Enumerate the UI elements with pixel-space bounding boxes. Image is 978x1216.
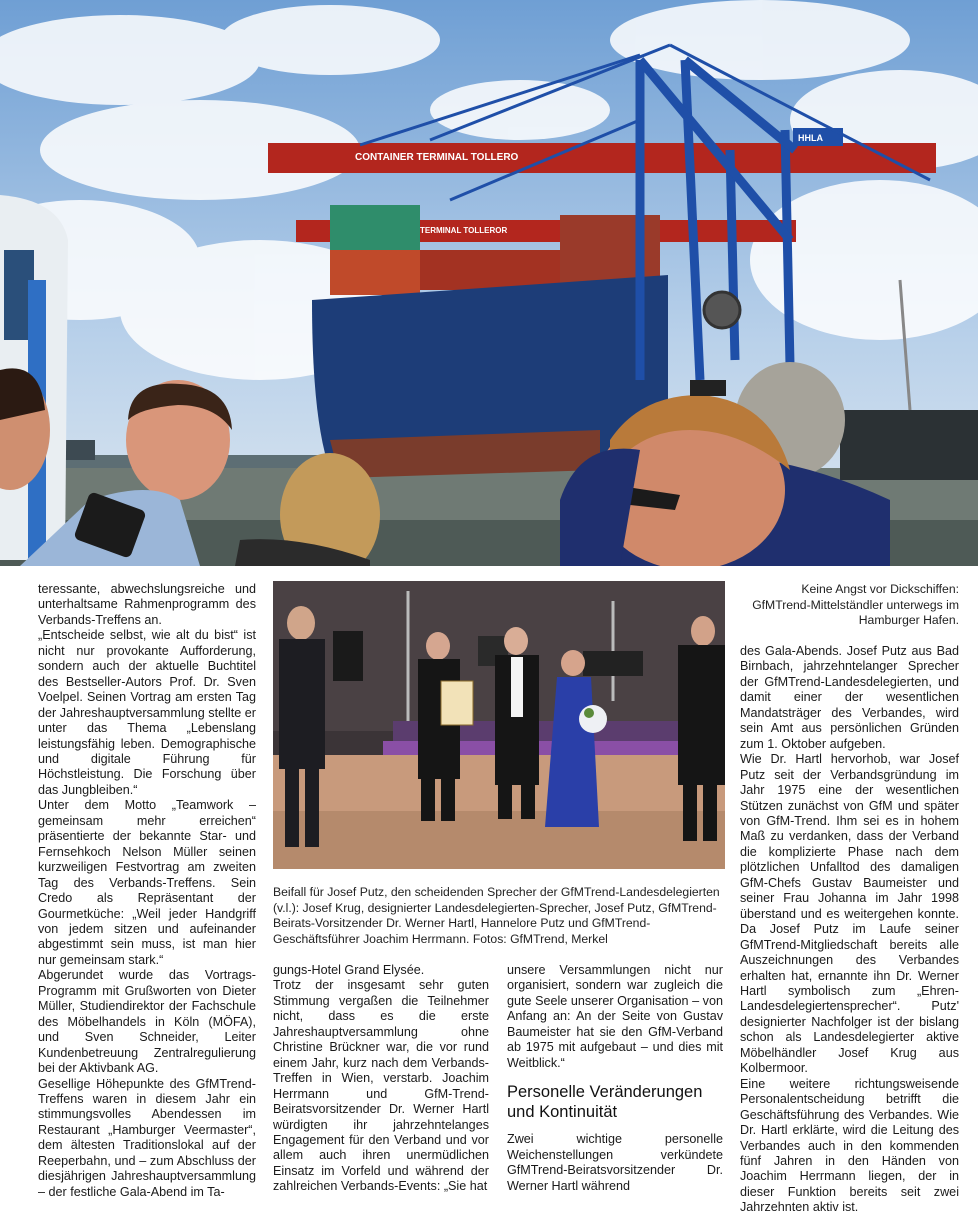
ship-sign: TERMINAL TOLLEROR xyxy=(420,226,508,235)
crane-logo: HHLA xyxy=(798,133,823,143)
paragraph: Unter dem Motto „Teamwork – gemeinsam mehr erreichen“ präsentierte der bekannte Star- und Fernsehkoch Nelson Müller seinen kurzweiligen Festvortrag am zweiten Tag des Verbands-Treffens. Sein Credo als Repräsentant der Gourmetküche: „Weil jeder Handgriff von jedem sitzen und aufeinander abgestimmt sein muss, ist man hier nur gemeinsam stark.“ xyxy=(38,798,256,967)
article-column-1 xyxy=(38,582,256,1200)
section-heading: Personelle Veränderungen und Kontinuität xyxy=(507,1083,703,1121)
paragraph: unsere Versammlungen nicht nur organisiert, sondern war zugleich die gute Seele unserer Organisation – von Anfang an: An der Seite von Gustav Baumeister hat sie den GfM-Verband ab 1975 mit aufgebaut – und dies mit Weitblick.“ xyxy=(507,963,723,1070)
paragraph: Trotz der insgesamt sehr guten Stimmung vergaßen die Teilnehmer nicht, dass es die erste Jahreshauptversammlung ohne Christine Brückner war, die vor rund einem Jahr, kurz nach dem Verbands-Treffen in Wien, verstarb. Joachim Herrmann und GfM-Trend-Beiratsvorsitzender Dr. Werner Hartl würdigten ihr jahrzehntelanges Engagement für den Verband und vor allem auch ihren unermüdlichen Einsatz im Vorfeld und während der zahlreichen Verbands-Events: „Sie hat xyxy=(273,978,489,1194)
paragraph: des Gala-Abends. Josef Putz aus Bad Birnbach, jahrzehntelanger Sprecher der GfMTrend-Landesdelegierten, und damit einer der wesentlichen Mandatsträger des Verbandes, wird sein Amt aus persönlichen Gründen zum 1. Oktober aufgeben. xyxy=(740,644,959,751)
article-column-3 xyxy=(507,963,723,1194)
gala-photo xyxy=(273,581,725,869)
harbour-photo xyxy=(0,0,978,566)
paragraph: gungs-Hotel Grand Elysée. xyxy=(273,963,425,977)
paragraph: Zwei wichtige personelle Weichenstellungen verkündete GfMTrend-Beiratsvorsitzender Dr. Werner Hartl während xyxy=(507,1132,723,1193)
photo-caption-gala: Beifall für Josef Putz, den scheidenden Sprecher der GfMTrend-Landesdelegierten (v.l.): Josef Krug, designierter Landesdelegierten-Sprecher, Josef Putz, GfMTrend-Beirats-Vorsitzender Dr. Werner Hartl, Hannelore Putz und GfMTrend-Geschäftsführer Joachim Herrmann. Fotos: GfMTrend, Merkel xyxy=(273,885,720,946)
photo-caption-harbour: Keine Angst vor Dickschiffen: GfMTrend-Mittelständler unterwegs im Hamburger Hafen. xyxy=(752,582,959,627)
crane-sign: CONTAINER TERMINAL TOLLERO xyxy=(355,152,519,163)
paragraph: Wie Dr. Hartl hervorhob, war Josef Putz seit der Verbandsgründung im Jahr 1975 eine der wesentlichen Stützen zunächst von GfM und später von GfM-Trend. Ihm sei es in hohem Maß zu verdanken, dass der Verband die komplizierte Phase nach dem plötzlichen Unfalltod des damaligen GfM-Chefs Gustav Baumeister und seiner Frau Johanna im Jahr 1998 überstand und es weitergehen konnte. Da Josef Putz im Laufe seiner GfMTrend-Mitgliedschaft bereits alle Auszeichnungen des Verbandes erhalten hat, ernannte ihn Dr. Werner Hartl symbolisch zum „Ehren-Landesdelegiertensprecher“. Putz' designierter Nachfolger ist der bislang schon als Landesdelegierter aktive Möbelhändler Josef Krug aus Kolbermoor. xyxy=(740,752,959,1076)
paragraph: Eine weitere richtungsweisende Personalentscheidung betrifft die Geschäftsführung des Verbandes. Wie Dr. Hartl erklärte, wird die Leitung des Verbandes auch in den kommenden fünf Jahren in den Händen von Joachim Herrmann liegen, der in dieser Funktion bereits seit zwei Jahrzehnten aktiv ist. xyxy=(740,1076,959,1215)
paragraph: Gesellige Höhepunkte des GfMTrend-Treffens waren in diesem Jahr ein stimmungsvolles Abendessen im Restaurant „Hamburger Veermaster“, dem ältesten Traditionslokal auf der Reeperbahn, und – zum Abschluss der diesjährigen Jahreshauptversammlung – der festliche Gala-Abend im Ta- xyxy=(38,1076,256,1199)
paragraph: „Entscheide selbst, wie alt du bist“ ist nicht nur provokante Aufforderung, sondern auch der aktuelle Buchtitel des Bestseller-Autors Prof. Dr. Sven Voelpel. Seinen Vortrag am ersten Tag der Jahreshauptversammlung stellte er unter das Thema „Lebenslang leistungsfähig leben. Demographische und digitale Führung für Höchstleistung. Die Forschung über das Jungbleiben.“ xyxy=(38,628,256,797)
paragraph: Abgerundet wurde das Vortrags-Programm mit Grußworten von Dieter Müller, Studiendirektor der Fachschule des Möbelhandels in Köln (MÖFA), und Sven Schneider, Leiter Kundenbetreuung Zentralregulierung bei der Aktivbank AG. xyxy=(38,968,256,1076)
article-column-2 xyxy=(273,963,489,1195)
paragraph: teressante, abwechslungsreiche und unterhaltsame Rahmenprogramm des Verbands-Treffens an. xyxy=(38,582,256,627)
article-column-4 xyxy=(740,644,959,1216)
